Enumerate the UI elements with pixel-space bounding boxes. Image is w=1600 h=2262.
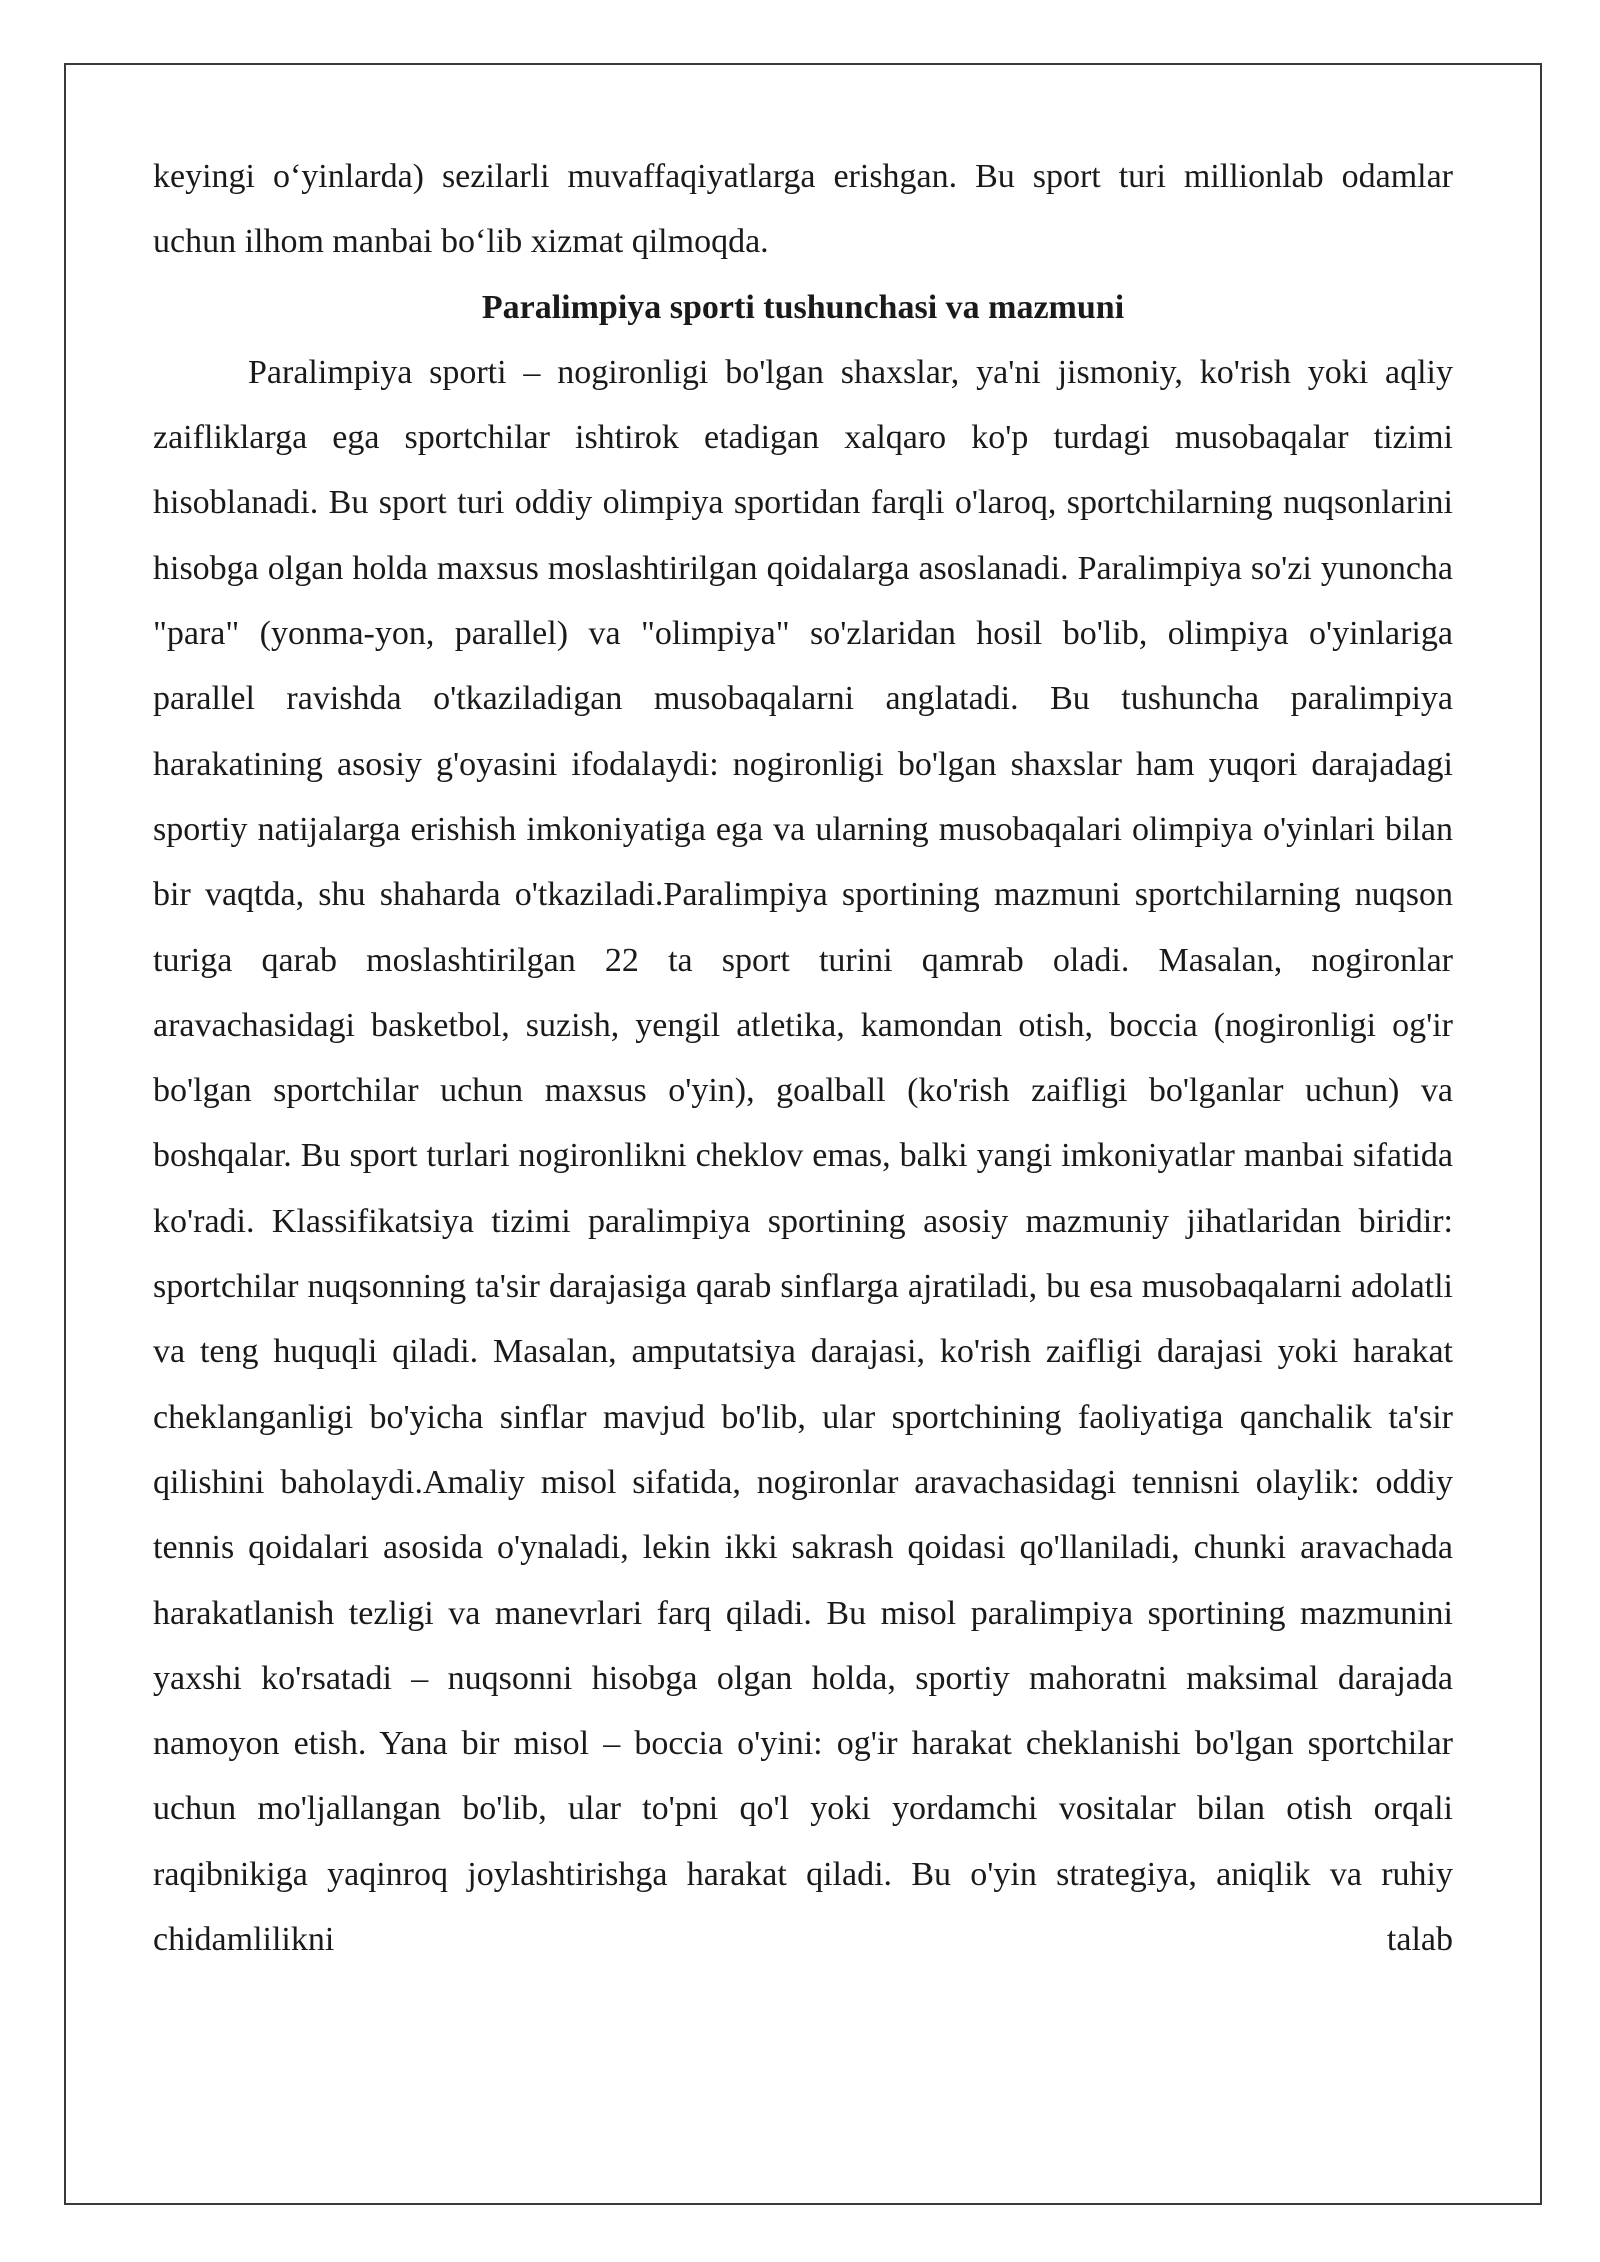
section-heading: Paralimpiya sporti tushunchasi va mazmuni: [481, 288, 1125, 326]
continuation-paragraph: keyingi o‘yinlarda) sezilarli muvaffaqiyatlarga erishgan. Bu sport turi millionlab odamlar uchun ilhom manbai bo‘lib xizmat qilmoqda.: [153, 158, 1453, 261]
page-content: [153, 144, 1453, 1972]
body-paragraph: Paralimpiya sporti – nogironligi bo'lgan shaxslar, ya'ni jismoniy, ko'rish yoki aqliy zaifliklarga ega sportchilar ishtirok etadigan xalqaro ko'p turdagi musobaqalar tizimi hisoblanadi. Bu sport turi oddiy olimpiya sportidan farqli o'laroq, sportchilarning nuqsonlarini hisobga olgan holda maxsus moslashtirilgan qoidalarga asoslanadi. Paralimpiya so'zi yunoncha "para" (yonma-yon, parallel) va "olimpiya" so'zlaridan hosil bo'lib, olimpiya o'yinlariga parallel ravishda o'tkaziladigan musobaqalarni anglatadi. Bu tushuncha paralimpiya harakatining asosiy g'oyasini ifodalaydi: nogironligi bo'lgan shaxslar ham yuqori darajadagi sportiy natijalarga erishish imkoniyatiga ega va ularning musobaqalari olimpiya o'yinlari bilan bir vaqtda, shu shaharda o'tkaziladi.Paralimpiya sportining mazmuni sportchilarning nuqson turiga qarab moslashtirilgan 22 ta sport turini qamrab oladi. Masalan, nogironlar aravachasidagi basketbol, suzish, yengil atletika, kamondan otish, boccia (nogironligi og'ir bo'lgan sportchilar uchun maxsus o'yin), goalball (ko'rish zaifligi bo'lganlar uchun) va boshqalar. Bu sport turlari nogironlikni cheklov emas, balki yangi imkoniyatlar manbai sifatida ko'radi. Klassifikatsiya tizimi paralimpiya sportining asosiy mazmuniy jihatlaridan biridir: sportchilar nuqsonning ta'sir darajasiga qarab sinflarga ajratiladi, bu esa musobaqalarni adolatli va teng huquqli qiladi. Masalan, amputatsiya darajasi, ko'rish zaifligi darajasi yoki harakat cheklanganligi bo'yicha sinflar mavjud bo'lib, ular sportchining faoliyatiga qanchalik ta'sir qilishini baholaydi.Amaliy misol sifatida, nogironlar aravachasidagi tennisni olaylik: oddiy tennis qoidalari asosida o'ynaladi, lekin ikki sakrash qoidasi qo'llaniladi, chunki aravachada harakatlanish tezligi va manevrlari farq qiladi. Bu misol paralimpiya sportining mazmunini yaxshi ko'rsatadi – nuqsonni hisobga olgan holda, sportiy mahoratni maksimal darajada namoyon etish. Yana bir misol – boccia o'yini: og'ir harakat cheklanishi bo'lgan sportchilar uchun mo'ljallangan bo'lib, ular to'pni qo'l yoki yordamchi vositalar bilan otish orqali raqibnikiga yaqinroq joylashtirishga harakat qiladi. Bu o'yin strategiya, aniqlik va ruhiy chidamlilikni talab: [153, 353, 1453, 1959]
